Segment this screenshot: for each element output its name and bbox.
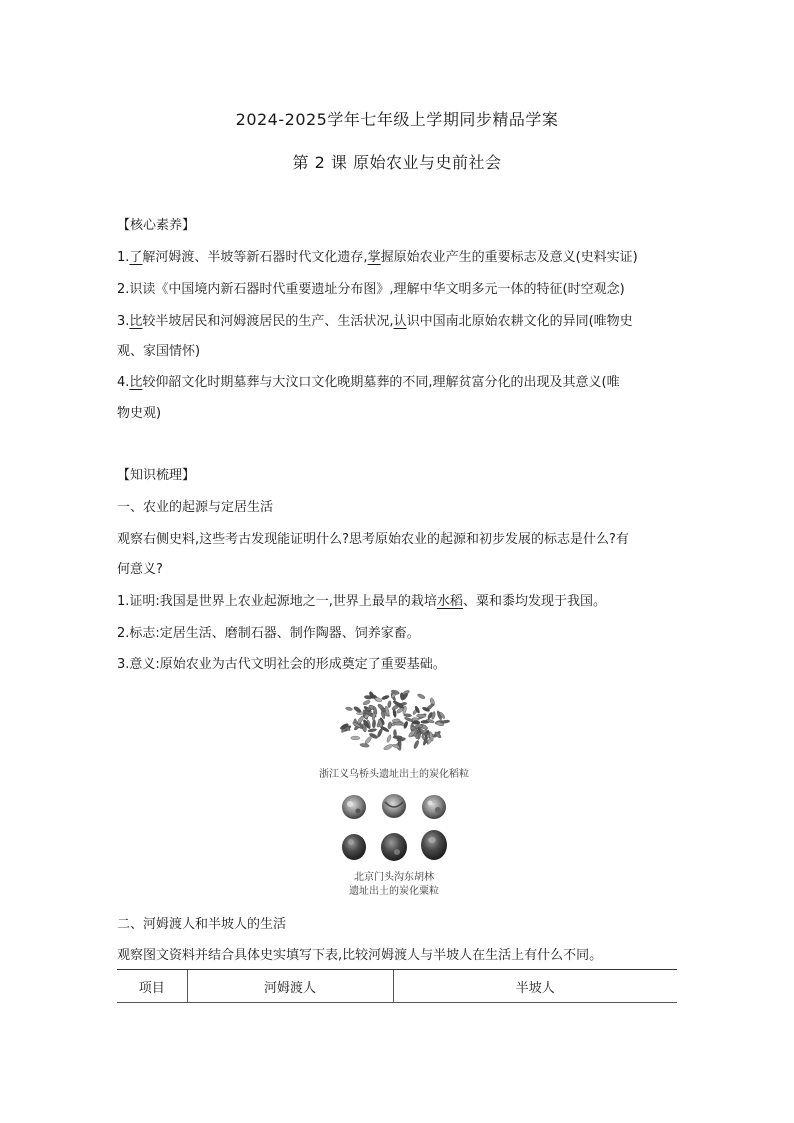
rice-grain [387,700,391,707]
rice-grain [392,709,396,718]
comparison-table [117,969,677,1003]
column-header-item: 项目 [117,970,187,1003]
rice-grain [386,734,392,743]
knowledge-heading: 【知识梳理】 [117,468,196,483]
table-header-row [117,970,677,1003]
question-1-continued: 何意义? [117,562,163,577]
core-item-1: 1.了解河姆渡、半坡等新石器时代文化遗存,掌握原始农业产生的重要标志及意义(史料实证) [117,250,638,265]
millet-grain [382,794,406,818]
core-item-2: 2.识读《中国境内新石器时代重要遗址分布图》,理解中华文明多元一体的特征(时空观念) [117,282,625,297]
millet-grain [381,833,407,861]
question-2: 观察图文资料并结合具体史实填写下表,比较河姆渡人与半坡人在生活上有什么不同。 [117,948,603,963]
rice-grain [417,693,426,700]
rice-grain [345,707,352,711]
rice-grain [387,722,392,730]
rice-grain [403,713,411,717]
rice-grain [381,695,389,701]
rice-grain [441,720,450,724]
rice-grain [362,699,370,705]
point-2: 2.标志:定居生活、磨制石器、制作陶器、饲养家畜。 [117,626,420,641]
section-1-heading: 一、农业的起源与定居生活 [117,500,274,515]
core-item-3: 3.比较半坡居民和河姆渡居民的生产、生活状况,认识中国南北原始农耕文化的异同(唯物史 [117,314,633,329]
question-1: 观察右侧史料,这些考古发现能证明什么?思考原始农业的起源和初步发展的标志是什么?有 [117,532,629,547]
millet-grain [342,834,366,860]
core-item-4-continued: 物史观) [117,406,162,421]
core-item-3-continued: 观、家国情怀) [117,344,201,359]
carbonized-rice-grains-image [335,685,453,757]
rice-grain [360,743,370,748]
point-3: 3.意义:原始农业为古代文明社会的形成奠定了重要基础。 [117,657,446,672]
rice-grain [353,706,362,714]
section-2-heading: 二、河姆渡人和半坡人的生活 [117,917,287,932]
millet-grain [422,795,446,819]
rice-grain [364,736,372,745]
rice-grain [413,740,420,749]
column-header-hemudu: 河姆渡人 [187,970,393,1003]
core-literacy-heading: 【核心素养】 [117,218,196,233]
rice-grain [377,728,384,738]
rice-grain [374,697,382,703]
carbonized-millet-grains-image [335,790,453,866]
rice-grain [372,719,376,728]
rice-grain [351,736,360,740]
rice-grain [383,743,393,751]
column-header-banpo: 半坡人 [393,970,677,1003]
document-title: 2024-2025学年七年级上学期同步精品学案 [235,110,559,129]
rice-grain [393,729,396,737]
core-item-4: 4.比较仰韶文化时期墓葬与大汶口文化晚期墓葬的不同,理解贫富分化的出现及其意义(唯 [117,375,620,390]
point-1: 1.证明:我国是世界上农业起源地之一,世界上最早的栽培水稻、粟和黍均发现于我国。 [117,594,606,609]
rice-figure-caption: 浙江义乌桥头遗址出土的炭化稻粒 [319,769,469,780]
millet-figure-caption-line-2: 遗址出土的炭化粟粒 [349,886,439,897]
lesson-title: 第 2 课 原始农业与史前社会 [292,153,502,172]
rice-grain [392,719,400,723]
millet-grain [342,795,366,819]
millet-grain [421,830,447,860]
millet-figure-caption-line-1: 北京门头沟东胡林 [354,872,434,883]
